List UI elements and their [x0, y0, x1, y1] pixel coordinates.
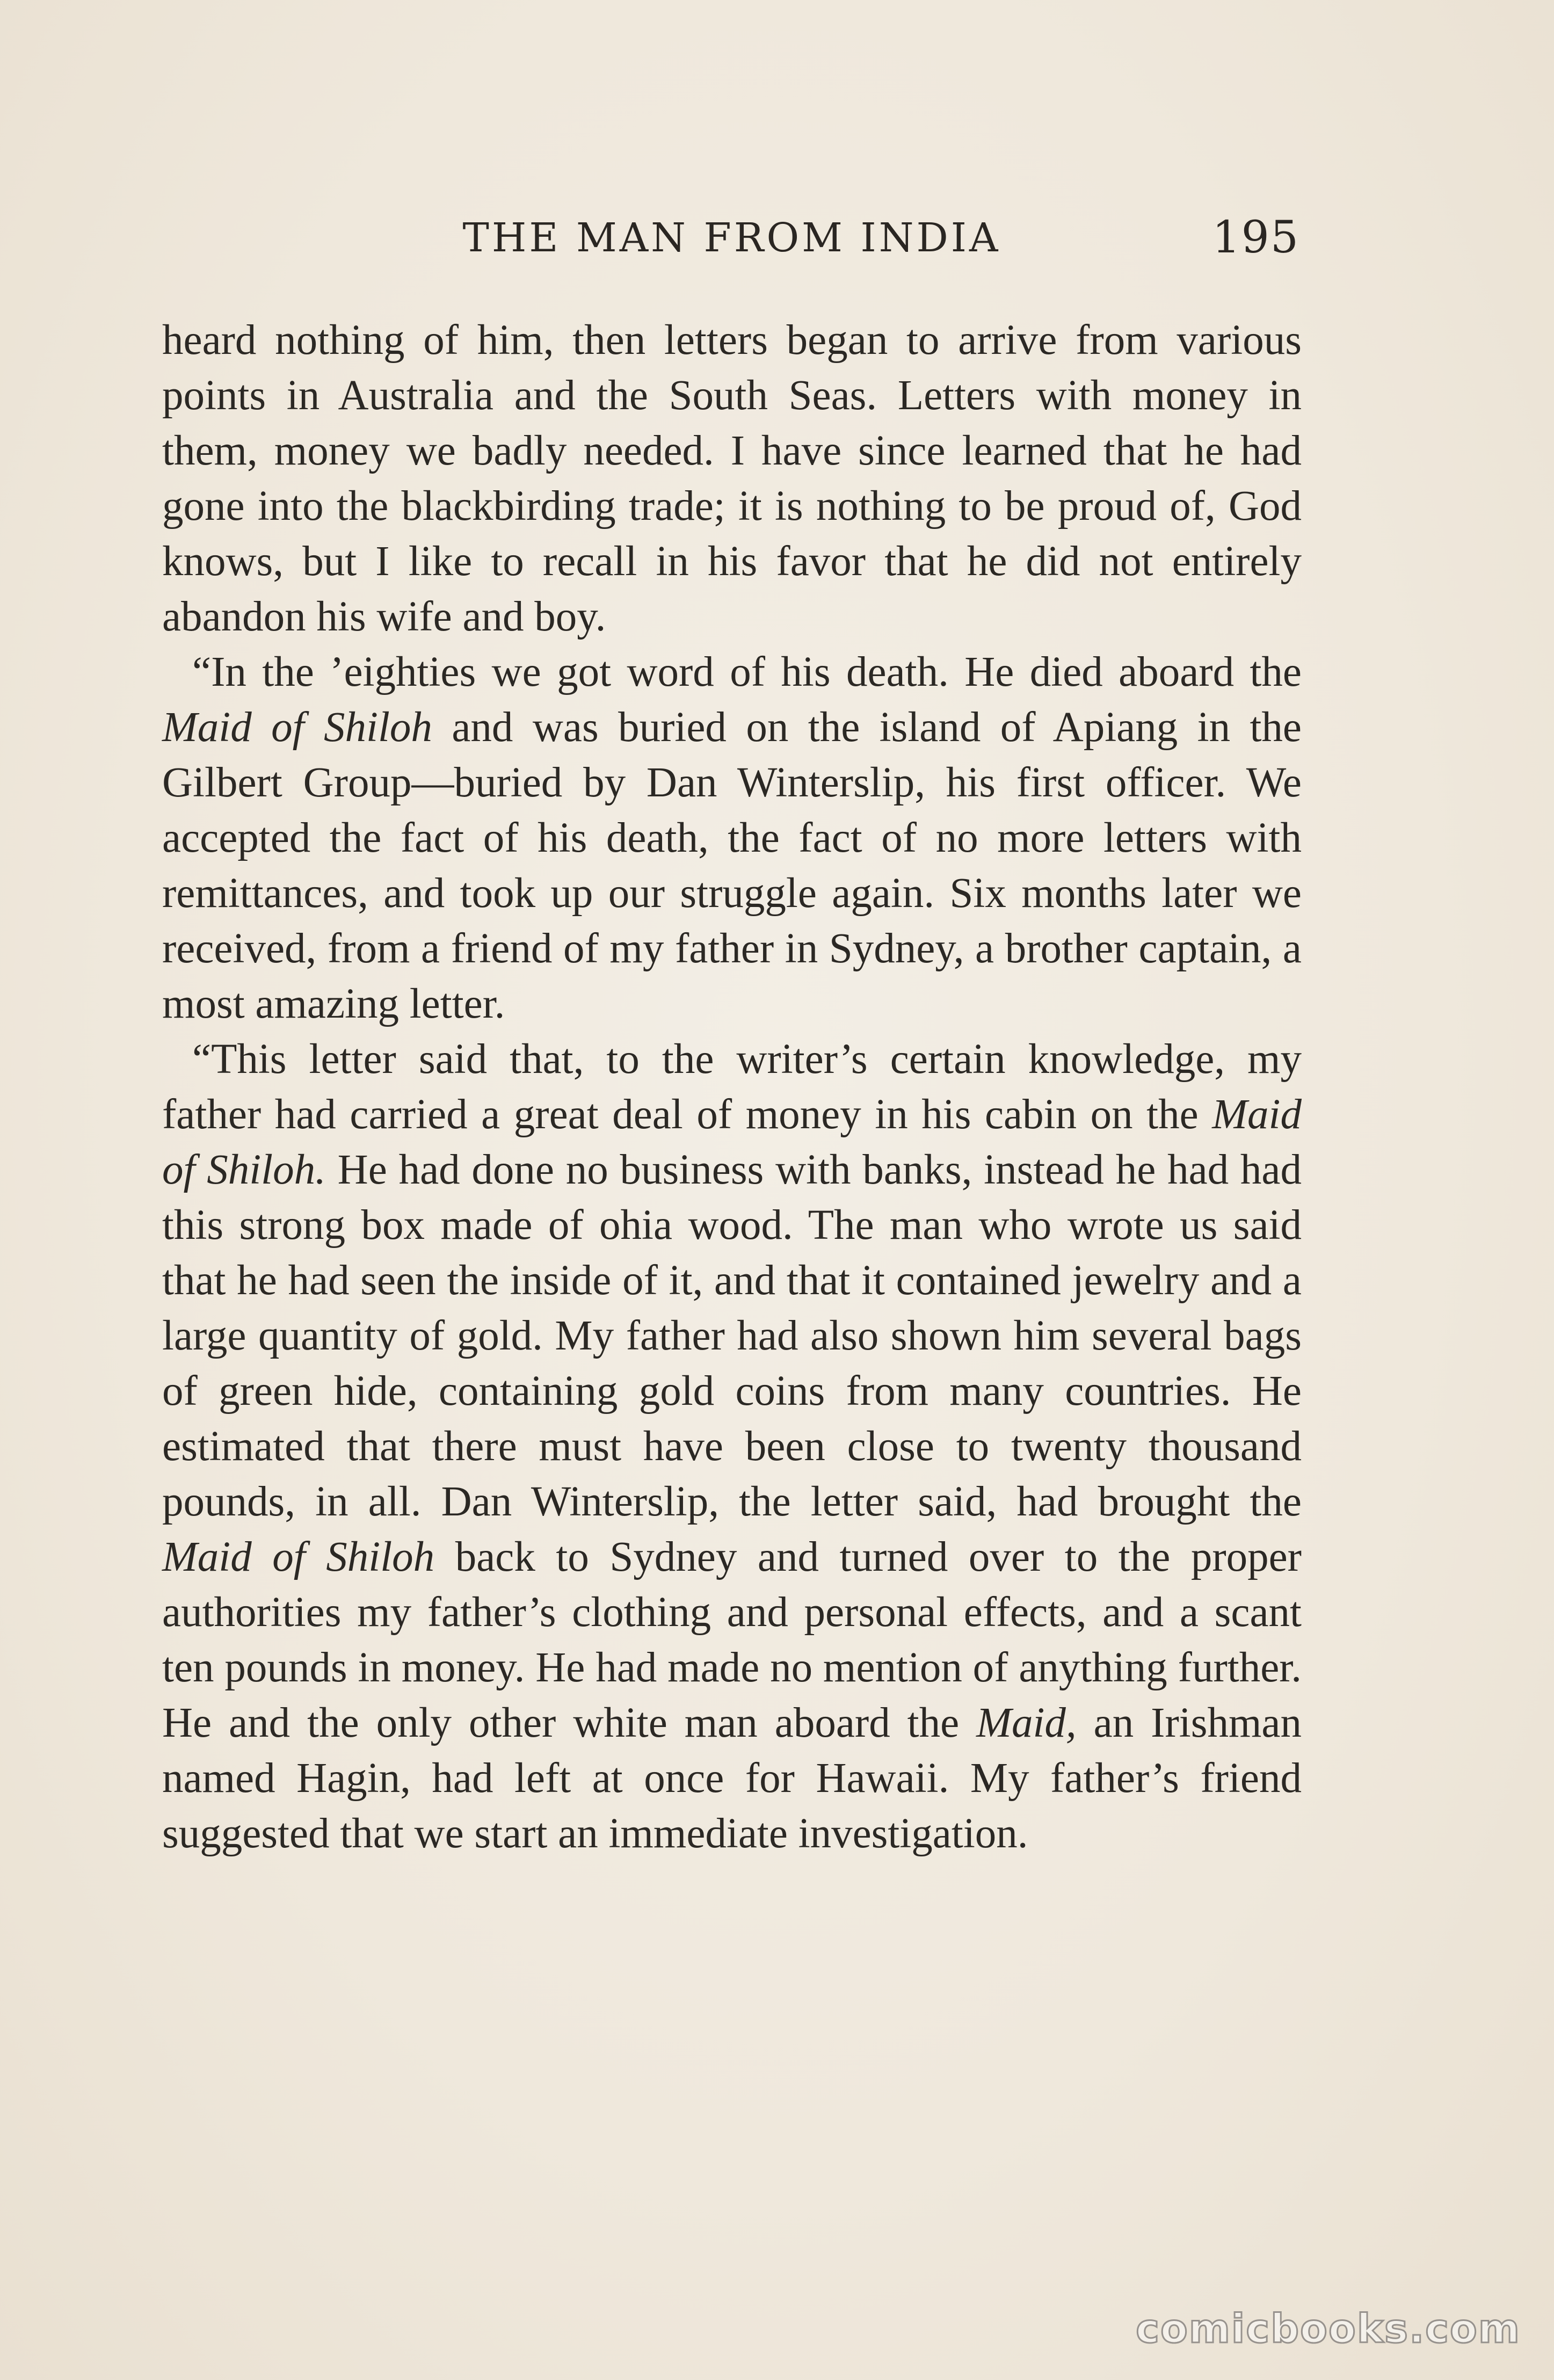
- paragraph-1: heard nothing of him, then letters began to arrive from various points in Australia and the South Seas. Letters with money in them, money we badly needed. I have since learned that he had gone into the blackbirding trade; it is nothing to be proud of, God knows, but I like to recall in his favor that he did not entirely abandon his wife and boy.: [162, 317, 1302, 640]
- paragraph-2-text-a: “In the ’eighties we got word of his death. He died aboard the: [192, 649, 1302, 695]
- paragraph-2-text-b: and was buried on the island of Apiang in the Gilbert Group—buried by Dan Winterslip, his first officer. We accepted the fact of his death, the fact of no more letters with remittances, and took up our struggle again. Six months later we received, from a friend of my father in Sydney, a brother captain, a most amazing letter.: [162, 704, 1302, 1027]
- ship-name: Maid of Shiloh: [162, 1534, 435, 1580]
- paragraph-3: [162, 1032, 1302, 1861]
- running-title: THE MAN FROM INDIA: [462, 215, 1001, 261]
- body-text: [162, 313, 1302, 1861]
- paragraph-2: [162, 644, 1302, 1032]
- watermark: comicbooks.com: [1136, 2306, 1521, 2352]
- paragraph-3-text-d: an Irishman named Hagin, had left at once for Hawaii. My father’s friend suggested that we start an immediate investigation.: [162, 1700, 1302, 1857]
- page-number: 195: [1212, 212, 1299, 263]
- paragraph-3-text-a: “This letter said that, to the writer’s certain knowledge, my father had carried a great deal of money in his cabin on the: [162, 1036, 1302, 1138]
- ship-name: Maid,: [976, 1700, 1077, 1746]
- paragraph-3-text-b: He had done no business with banks, instead he had had this strong box made of ohia wood. The man who wrote us said that he had seen the inside of it, and that it contained jewelry and a large quantity of gold. My father had also shown him several bags of green hide, containing gold coins from many countries. He estimated that there must have been close to twenty thousand pounds, in all. Dan Winterslip, the letter said, had brought the: [162, 1147, 1302, 1525]
- page-header: [164, 208, 1299, 273]
- ship-name: Maid of Shiloh.: [162, 1091, 1302, 1193]
- paragraph-3-text-c: back to Sydney and turned over to the proper authorities my father’s clothing and personal effects, and a scant ten pounds in money. He had made no mention of anything further. He and the only other white man aboard the: [162, 1534, 1302, 1746]
- ship-name: Maid of Shiloh: [162, 704, 432, 751]
